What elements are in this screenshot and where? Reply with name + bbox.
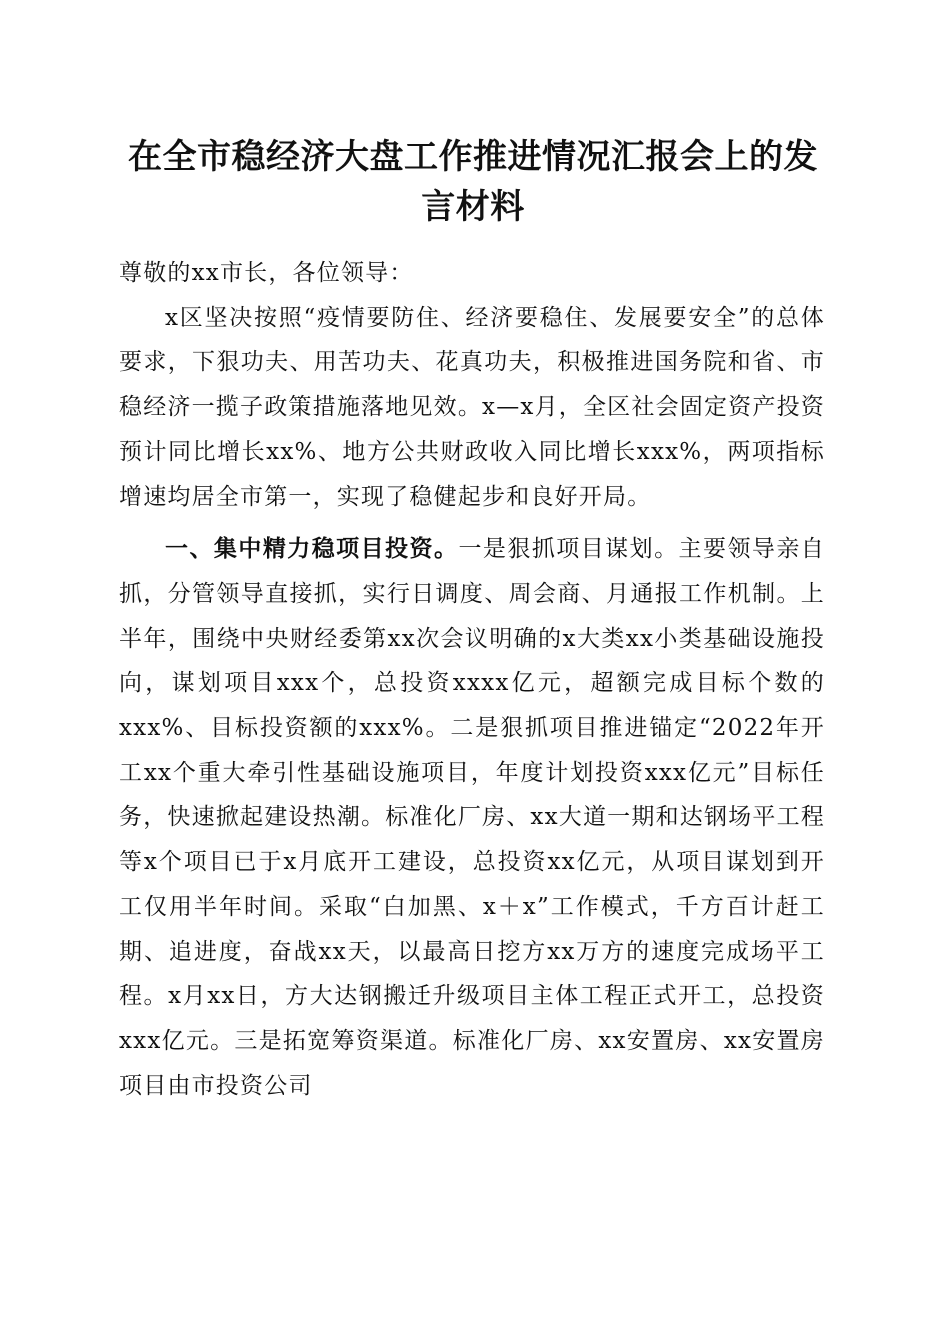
section-1-body: 一是狠抓项目谋划。主要领导亲自抓，分管领导直接抓，实行日调度、周会商、月通报工作机制。上半年，围绕中央财经委第xx次会议明确的x大类xx小类基础设施投向，谋划项目xxx个，总投资xxxx亿元，超额完成目标个数的xxx%、目标投资额的xxx%。二是狠抓项目推进锚定“2022年开工xx个重大牵引性基础设施项目，年度计划投资xxx亿元”目标任务，快速掀起建设热潮。标准化厂房、xx大道一期和达钢场平工程等x个项目已于x月底开工建设，总投资xx亿元，从项目谋划到开工仅用半年时间。采取“白加黑、x＋x”工作模式，千方百计赶工期、追进度，奋战xx天，以最高日挖方xx万方的速度完成场平工程。x月xx日，方大达钢搬迁升级项目主体工程正式开工，总投资xxx亿元。三是拓宽筹资渠道。标准化厂房、xx安置房、xx安置房项目由市投资公司: [119, 536, 826, 1099]
section-1-heading: 一、集中精力稳项目投资。: [165, 535, 459, 563]
document-title: 在全市稳经济大盘工作推进情况汇报会上的发言材料: [128, 137, 818, 227]
document-body: [119, 251, 825, 1108]
intro-paragraph: x区坚决按照“疫情要防住、经济要稳住、发展要安全”的总体要求，下狠功夫、用苦功夫、花真功夫，积极推进国务院和省、市稳经济一揽子政策措施落地见效。x—x月，全区社会固定资产投资预计同比增长xx%、地方公共财政收入同比增长xxx%，两项指标增速均居全市第一，实现了稳健起步和良好开局。: [119, 304, 825, 510]
salutation: 尊敬的xx市长，各位领导：: [119, 260, 414, 286]
section-1-paragraph: [119, 527, 825, 1108]
